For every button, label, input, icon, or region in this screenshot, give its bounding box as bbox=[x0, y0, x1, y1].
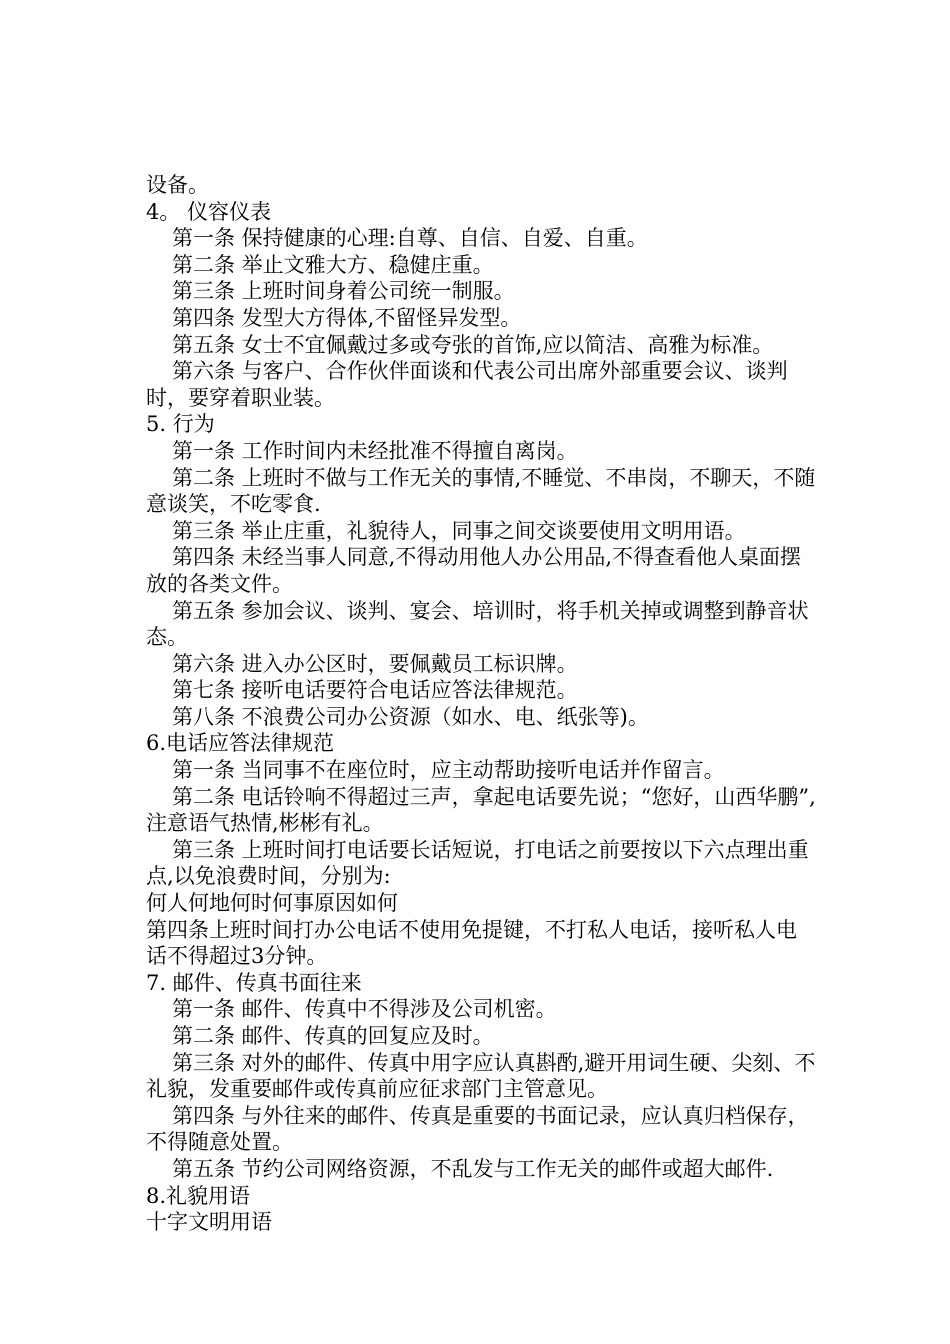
article-paragraph: 第七条 接听电话要符合电话应答法律规范。 bbox=[172, 678, 578, 703]
article-paragraph: 第四条上班时间打办公电话不使用免提键，不打私人电话，接听私人电话不得超过3分钟。 bbox=[146, 917, 797, 969]
article-paragraph: 第五条 节约公司网络资源，不乱发与工作无关的邮件或超大邮件. bbox=[172, 1156, 774, 1181]
article-paragraph: 第四条 发型大方得体,不留怪异发型。 bbox=[172, 305, 522, 330]
paragraph: 十字文明用语 bbox=[146, 1210, 272, 1235]
article-paragraph: 第五条 参加会议、谈判、宴会、培训时，将手机关掉或调整到静音状态。 bbox=[146, 598, 809, 650]
article-paragraph: 第二条 电话铃响不得超过三声，拿起电话要先说；“您好，山西华鹏”,注意语气热情,彬彬有礼。 bbox=[146, 784, 816, 836]
article-paragraph: 第二条 邮件、传真的回复应及时。 bbox=[172, 1024, 494, 1048]
paragraph: 设备。 bbox=[146, 173, 209, 197]
article-paragraph: 第六条 进入办公区时，要佩戴员工标识牌。 bbox=[172, 651, 578, 676]
article-paragraph: 第二条 举止文雅大方、稳健庄重。 bbox=[172, 252, 494, 277]
paragraph: 何人何地何时何事原因如何 bbox=[146, 891, 398, 916]
section-heading: 5. 行为 bbox=[146, 412, 215, 437]
article-paragraph: 第五条 女士不宜佩戴过多或夸张的首饰,应以简洁、高雅为标准。 bbox=[172, 332, 774, 357]
document-body bbox=[146, 172, 816, 1236]
section-heading: 4。 仪容仪表 bbox=[146, 199, 272, 224]
article-paragraph: 第三条 举止庄重，礼貌待人，同事之间交谈要使用文明用语。 bbox=[172, 518, 746, 543]
article-paragraph: 第二条 上班时不做与工作无关的事情,不睡觉、不串岗，不聊天，不随意谈笑，不吃零食. bbox=[146, 465, 816, 517]
article-paragraph: 第六条 与客户、合作伙伴面谈和代表公司出席外部重要会议、谈判时，要穿着职业装。 bbox=[146, 359, 788, 410]
article-paragraph: 第一条 邮件、传真中不得涉及公司机密。 bbox=[172, 997, 557, 1022]
article-paragraph: 第一条 当同事不在座位时，应主动帮助接听电话并作留言。 bbox=[172, 758, 725, 783]
section-heading: 8.礼貌用语 bbox=[146, 1183, 251, 1208]
section-heading: 7. 邮件、传真书面往来 bbox=[146, 970, 362, 995]
article-paragraph: 第三条 上班时间身着公司统一制服。 bbox=[172, 279, 515, 304]
article-paragraph: 第一条 工作时间内未经批准不得擅自离岗。 bbox=[172, 438, 578, 463]
article-paragraph: 第三条 对外的邮件、传真中用字应认真斟酌,避开用词生硬、尖刻、不礼貌，发重要邮件或传真前应征求部门主管意见。 bbox=[146, 1050, 816, 1102]
section-heading: 6.电话应答法律规范 bbox=[146, 731, 335, 756]
article-paragraph: 第四条 未经当事人同意,不得动用他人办公用品,不得查看他人桌面摆放的各类文件。 bbox=[146, 545, 802, 596]
article-paragraph: 第八条 不浪费公司办公资源（如水、电、纸张等)。 bbox=[172, 704, 649, 729]
article-paragraph: 第一条 保持健康的心理:自尊、自信、自爱、自重。 bbox=[172, 226, 648, 251]
article-paragraph: 第三条 上班时间打电话要长话短说，打电话之前要按以下六点理出重点,以免浪费时间，分别为: bbox=[146, 837, 809, 889]
article-paragraph: 第四条 与外往来的邮件、传真是重要的书面记录，应认真归档保存，不得随意处置。 bbox=[146, 1103, 809, 1155]
